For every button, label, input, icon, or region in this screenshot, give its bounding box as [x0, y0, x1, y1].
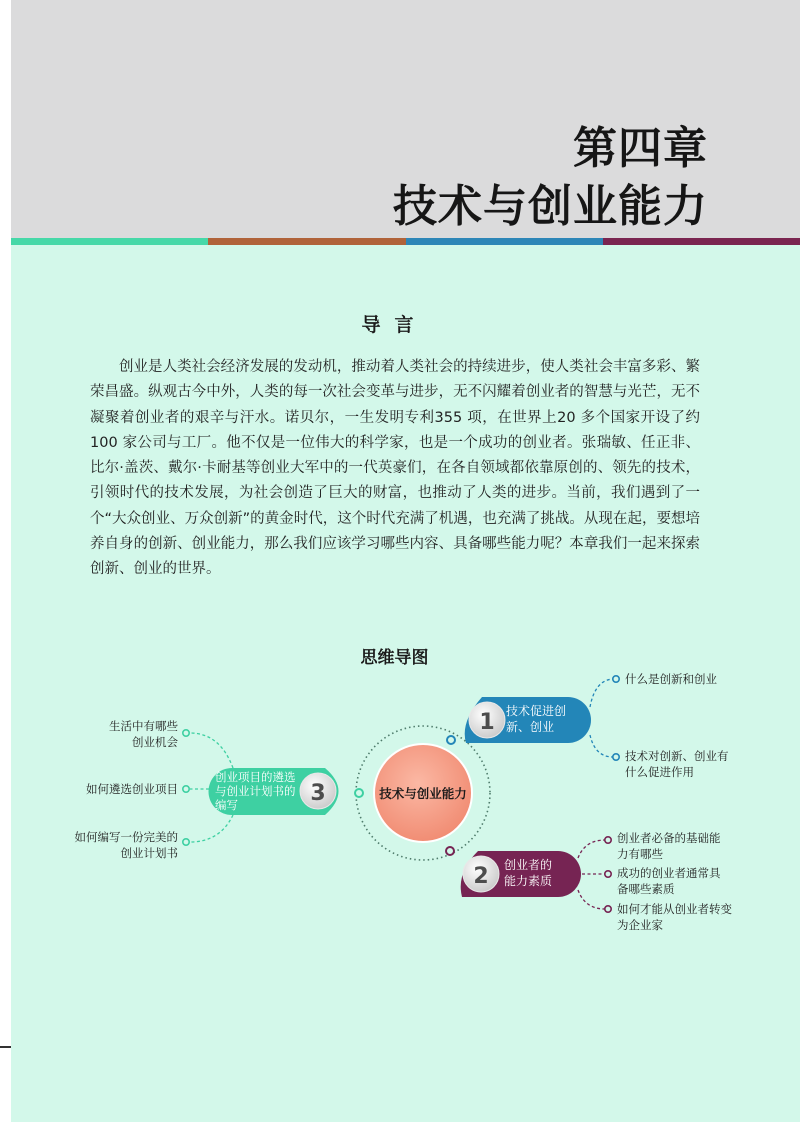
branch3-leaf-3 — [75, 829, 179, 861]
branch2-leaf-1 — [617, 830, 721, 862]
leaf-line: 创业计划书 — [120, 846, 178, 860]
branch1-leaf2-line — [590, 735, 613, 757]
branch3-label-line2: 与创业计划书的 — [215, 784, 296, 798]
branch1-connector-dot — [447, 736, 455, 744]
branch3-number: 3 — [310, 781, 326, 806]
leaf-line: 成功的创业者通常具 — [617, 866, 721, 880]
leaf-line: 如何编写一份完美的 — [74, 830, 178, 844]
branch2-number: 2 — [473, 864, 489, 889]
branch1-leaf1-line — [590, 679, 613, 707]
leaf-line: 为企业家 — [617, 918, 663, 932]
branch3-leaf-1 — [109, 718, 178, 750]
branch1-leaf-1 — [625, 671, 717, 687]
branch2-connector-dot — [446, 847, 454, 855]
page-edge-mark — [0, 1046, 11, 1048]
branch3-leaf1-line — [190, 733, 233, 768]
leaf-line: 什么促进作用 — [625, 765, 694, 779]
intro-title: 导言 — [361, 314, 428, 336]
chapter-number: 第四章 — [573, 123, 708, 174]
branch3-leaf3-dot — [183, 839, 189, 845]
leaf-line: 如何遴选创业项目 — [86, 782, 178, 796]
leaf-line: 什么是创新和创业 — [625, 672, 717, 686]
leaf-line: 创业机会 — [132, 735, 178, 749]
leaf-line: 备哪些素质 — [617, 882, 675, 896]
branch2-leaf-3 — [617, 901, 732, 933]
branch3-leaf1-dot — [183, 730, 189, 736]
intro-paragraph: 创业是人类社会经济发展的发动机，推动着人类社会的持续进步，使人类社会丰富多彩、繁荣昌盛。纵观古今中外，人类的每一次社会变革与进步，无不闪耀着创业者的智慧与光芒，无不凝聚着创业者的艰辛与汗水。诺贝尔，一生发明专利355 项，在世界上20 多个国家开设了约100 家公司与工厂。他不仅是一位伟大的科学家，也是一个成功的创业者。张瑞敏、任正非、比尔·盖茨、戴尔·卡耐基等创业大军中的一代英豪们，在各自领域都依靠原创的、领先的技术，引领时代的技术发展，为社会创造了巨大的财富，也推动了人类的进步。当前，我们遇到了一个“大众创业、万众创新”的黄金时代，这个时代充满了机遇，也充满了挑战。从现在起，要想培养自身的创新、创业能力，那么我们应该学习哪些内容、具备哪些能力呢？本章我们一起来探索创新、创业的世界。 — [90, 359, 700, 578]
branch1-label-line1: 技术促进创 — [506, 704, 567, 718]
branch1-leaf2-dot — [613, 754, 619, 760]
leaf-line: 力有哪些 — [617, 847, 663, 861]
branch3-leaf2-dot — [183, 786, 189, 792]
branch3-leaf3-line — [190, 815, 233, 842]
leaf-line: 生活中有哪些 — [109, 719, 178, 733]
branch3-connector-dot — [355, 789, 363, 797]
branch2-leaf2-dot — [605, 871, 611, 877]
branch2-label-line1: 创业者的 — [504, 858, 553, 872]
branch2-leaf1-line — [578, 840, 605, 858]
branch2-label-line2: 能力素质 — [504, 874, 553, 888]
branch2-leaf3-dot — [605, 906, 611, 912]
branch3-label-line1: 创业项目的遴选 — [215, 770, 296, 784]
branch3-leaf-2 — [86, 781, 178, 797]
mindmap-title: 思维导图 — [360, 648, 429, 668]
leaf-line: 如何才能从创业者转变 — [617, 902, 732, 916]
branch2-leaf1-dot — [605, 837, 611, 843]
branch3-label-line3: 编写 — [215, 798, 238, 812]
leaf-line: 创业者必备的基础能 — [617, 831, 721, 845]
branch1-leaf-2 — [625, 748, 729, 780]
branch1-leaf1-dot — [613, 676, 619, 682]
branch2-leaf-2 — [617, 865, 721, 897]
leaf-line: 技术对创新、创业有 — [625, 749, 729, 763]
branch2-leaf3-line — [578, 890, 605, 909]
center-label: 技术与创业能力 — [379, 786, 467, 801]
chapter-title: 技术与创业能力 — [393, 181, 708, 232]
branch1-label-line2: 新、创业 — [506, 720, 555, 734]
branch1-number: 1 — [479, 710, 495, 735]
